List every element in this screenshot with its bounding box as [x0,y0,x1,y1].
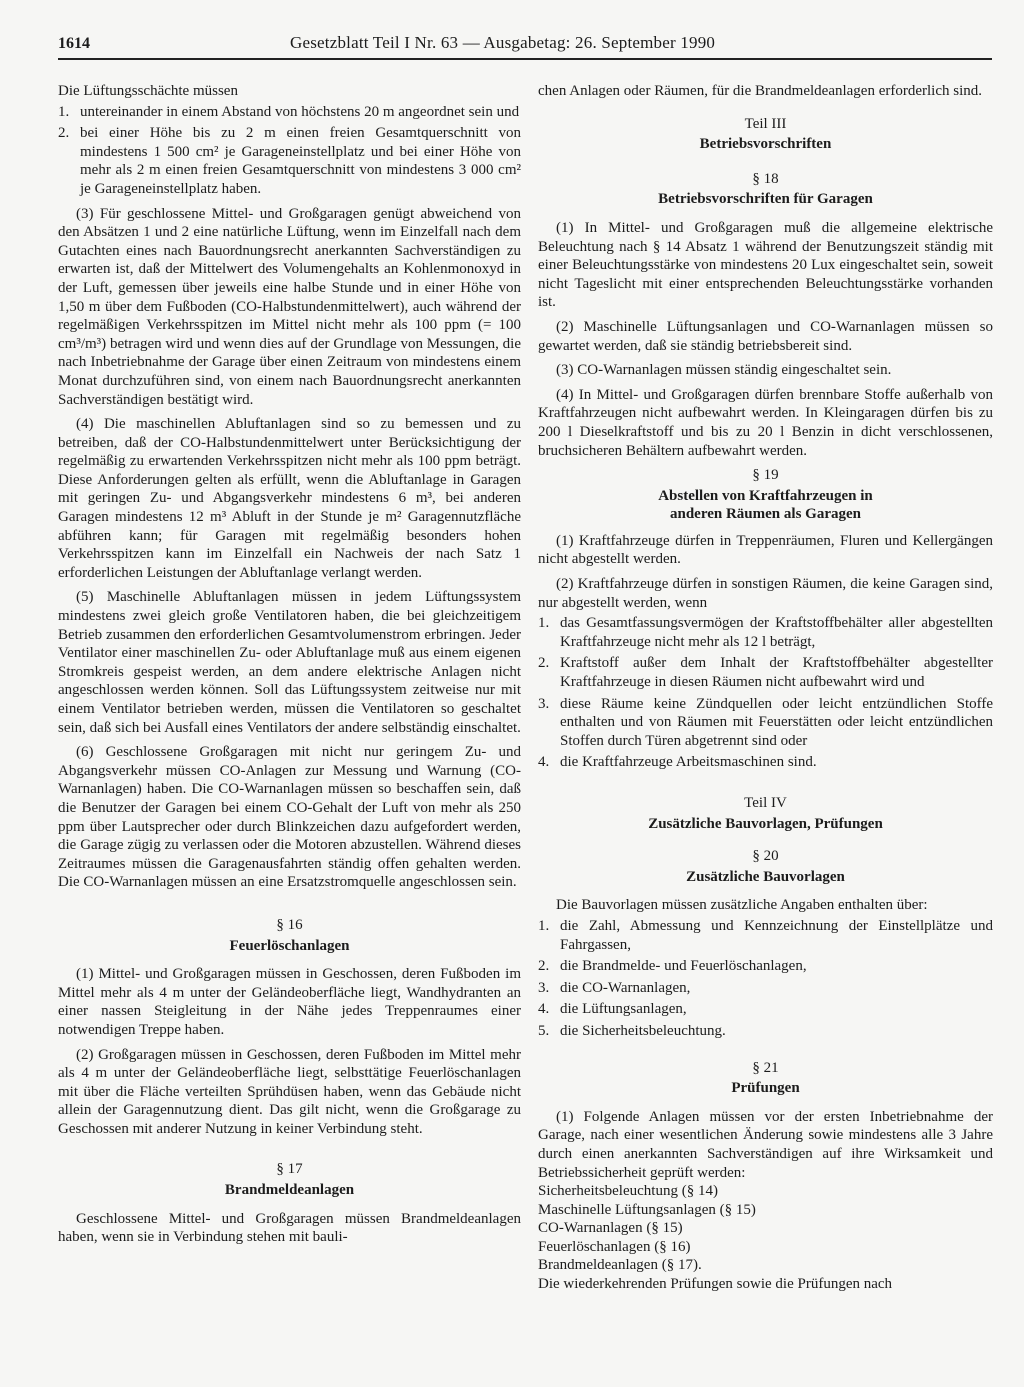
list-item [538,917,993,954]
list-text: bei einer Höhe bis zu 2 m einen freien Gesamtquerschnitt von mindestens 1 500 cm² je Garageneinstellplatz und bei einer Höhe von mehr als 2 m einen freien Gesamtquerschnitt von mindestens 3 000 cm² je Garageneinstellplatz haben. [80,125,521,197]
part-number: Teil IV [744,795,787,811]
paragraph: (4) In Mittel- und Großgaragen dürfen brennbare Stoffe außerhalb von Kraftfahrzeugen nicht aufbewahrt werden. In Kleingaragen dürfen bis zu 200 l Dieselkraftstoff und bis zu 20 l Benzin in dicht verschlossenen, bruchsicheren Behältern aufbewahrt werden. [538,386,993,459]
paragraph: Die Lüftungsschächte müssen [58,83,238,99]
section-title: Brandmeldeanlagen [224,1182,355,1199]
paragraph: Geschlossene Mittel- und Großgaragen müssen Brandmeldeanlagen haben, wenn sie in Verbindung stehen mit bauli- [58,1210,521,1246]
page-header [58,32,992,60]
list-item [538,753,993,772]
list-text: die Zahl, Abmessung und Kennzeichnung der Einstellplätze und Fahrgassen, [560,917,993,953]
list-number: 3. [538,979,550,996]
paragraph: (2) Kraftfahrzeuge dürfen in sonstigen Räumen, die keine Garagen sind, nur abgestellt werden, wenn [538,576,993,611]
section-number: § 20 [752,848,779,865]
part-number: Teil III [744,115,787,132]
numbered-list [538,614,993,772]
numbered-list [538,917,993,1041]
inspection-items [538,1182,993,1275]
paragraph: (6) Geschlossene Großgaragen mit nicht nur geringem Zu- und Abgangsverkehr müssen CO-Anlagen zur Messung und Warnung (CO-Warnanlagen) haben. Die CO-Warnanlagen müssen so beschaffen sein, daß die Benutzer der Garagen bei einem CO-Gehalt der Luft von mehr als 250 ppm über Lautsprecher oder durch Blinkzeichen dazu aufgefordert werden, die Garage zügig zu verlassen oder die Motoren abzustellen. Während dieses Zeitraumes müssen die Garagenausfahrten ständig offen gehalten werden. Die CO-Warnanlagen müssen an eine Ersatzstromquelle angeschlossen sein. [58,744,521,891]
paragraph: Die wiederkehrenden Prüfungen sowie die Prüfungen nach [538,1276,893,1293]
list-number: 3. [538,695,550,712]
list-item [538,1022,993,1041]
section-title [538,487,993,524]
paragraph: (1) Folgende Anlagen müssen vor der ersten Inbetriebnahme der Garage, nach einer wesentlichen Änderung sowie mindestens alle 3 Jahre durch einen anerkannten Sachverständigen auf ihre Wirksamkeit und Betriebssicherheit geprüft werden: [538,1108,993,1181]
list-item [538,979,993,998]
section-number: § 16 [276,916,303,933]
list-number: 4. [538,1001,550,1018]
list-text: die Kraftfahrzeuge Arbeitsmaschinen sind. [560,754,817,771]
list-number: 2. [538,655,550,672]
section-title: Prüfungen [731,1080,800,1097]
paragraph: (5) Maschinelle Abluftanlagen müssen in jedem Lüftungssystem mindestens zwei gleich große Ventilatoren haben, die bei gleichzeitigem Betrieb zusammen den erforderlichen Gesamtvolumenstrom erbringen. Jeder Ventilator einer maschinellen Zu- oder Abluftanlage muß aus einem eigenen Stromkreis gespeist werden, an dem andere elektrische Anlagen nicht angeschlossen werden können. Soll das Lüftungssystem zeitweise nur mit einem Ventilator betrieben werden, müssen die Ventilatoren so geschaltet sein, daß sich bei Ausfall eines Ventilators der andere selbständig einschaltet. [58,589,521,736]
list-number: 4. [538,754,550,771]
paragraph: (3) Für geschlossene Mittel- und Großgaragen genügt abweichend von den Absätzen 1 und 2 eine natürliche Lüftung, wenn im Einzelfall nach dem Gutachten eines nach Bauordnungsrecht anerkannten Sachverständigen zu erwarten ist, daß der Mittelwert des Volumengehalts an Kohlenmonoxyd in der Luft, gemessen über jeweils eine halbe Stunde und in einer Höhe von 1,50 m über dem Fußboden (CO-Halbstundenmittelwert), auch während der regelmäßigen Verkehrsspitzen im Mittel nicht mehr als 100 ppm (= 100 cm³/m³) betragen wird und wenn dies auf der Grundlage von Messungen, die nach Inbetriebnahme der Garage über einen Zeitraum von mindestens einem Monat durchzuführen sind, von einem nach Bauordnungsrecht anerkannten Sachverständigen bestätigt wird. [58,205,521,408]
section-title: Betriebsvorschriften für Garagen [658,191,873,208]
list-text: Kraftstoff außer dem Inhalt der Kraftstoffbehälter abgestellter Kraftfahrzeuge in diesen Räumen nicht aufbewahrt wird und [560,655,993,691]
list-item [538,957,993,976]
section-title-line: anderen Räumen als Garagen [670,506,861,523]
part-title: Betriebsvorschriften [699,136,832,153]
list-item [538,1000,993,1019]
section-title: Feuerlöschanlagen [229,937,350,954]
part-title: Zusätzliche Bauvorlagen, Prüfungen [648,815,883,832]
list-text: die Brandmelde- und Feuerlöschanlagen, [560,958,807,975]
list-text: die Sicherheitsbeleuchtung. [560,1022,726,1039]
paragraph: (1) In Mittel- und Großgaragen muß die allgemeine elektrische Beleuchtung nach § 14 Absatz 1 während der Benutzungszeit ständig mit einer Beleuchtungsstärke von mindestens 20 Lux eingeschaltet sein, soweit nicht Tageslicht mit einer entsprechenden Beleuchtungsstärke vorhanden ist. [538,219,993,311]
section-title: Zusätzliche Bauvorlagen [686,868,845,885]
inspection-item: Feuerlöschanlagen (§ 16) [538,1238,691,1255]
list-text: diese Räume keine Zündquellen oder leicht entzündlichen Stoffe enthalten und von Räumen mit Feuerstätten oder leicht entzündlichen Stoffen durch Türen abgetrennt sind oder [560,695,993,749]
section-number: § 19 [752,467,779,484]
list-item [58,124,521,198]
left-column [58,82,521,1253]
list-text: die CO-Warnanlagen, [560,979,691,996]
list-text: untereinander in einem Abstand von höchstens 20 m angeordnet sein und [80,103,520,120]
list-number: 1. [58,103,70,120]
list-item [538,654,993,691]
section-title-line: Abstellen von Kraftfahrzeugen in [658,487,873,504]
list-text: die Lüftungsanlagen, [560,1001,687,1018]
paragraph: (2) Großgaragen müssen in Geschossen, deren Fußboden im Mittel mehr als 4 m unter der Geländeoberfläche liegt, selbsttätige Feuerlöschanlagen mit über die Fläche verteilten Sprühdüsen haben, wenn das Gebäude nicht allein der Garagennutzung dient. Das gilt nicht, wenn die Großgarage zu Geschossen mit anderer Nutzung in keiner Verbindung steht. [58,1046,521,1137]
list-number: 2. [538,958,550,975]
list-number: 1. [538,917,550,934]
list-text: das Gesamtfassungsvermögen der Kraftstoffbehälter aller abgestellten Kraftfahrzeuge nicht mehr als 12 l beträgt, [560,615,993,650]
paragraph: chen Anlagen oder Räumen, für die Brandmeldeanlagen erforderlich sind. [538,83,983,99]
list-number: 2. [58,125,70,142]
list-item [538,614,993,651]
list-number: 1. [538,615,550,632]
inspection-item: Maschinelle Lüftungsanlagen (§ 15) [538,1201,756,1218]
right-column [538,82,993,1300]
section-number: § 17 [276,1161,303,1178]
inspection-item: Brandmeldeanlagen (§ 17). [538,1257,702,1274]
page-number: 1614 [58,35,90,52]
paragraph: (4) Die maschinellen Abluftanlagen sind so zu bemessen und zu betreiben, daß der CO-Halbstundenmittelwert unter Berücksichtigung der regelmäßig zu erwartenden Verkehrsspitzen nicht mehr als 100 ppm beträgt. Diese Anforderungen gelten als erfüllt, wenn die Abluftanlage in Garagen mit geringen Zu- und Abgangsverkehr mindestens 6 m³, bei anderen Garagen mindestens 12 m³ Abluft in der Stunde je m² Garagennutzfläche abführen kann; für Garagen mit regelmäßig besonders hohen Verkehrsspitzen kann im Einzelfall ein Nachweis der nach Satz 1 erforderlichen Leistungen der Abluftanlage verlangt werden. [58,416,521,581]
paragraph: Die Bauvorlagen müssen zusätzliche Angaben enthalten über: [556,897,928,914]
paragraph: (3) CO-Warnanlagen müssen ständig eingeschaltet sein. [556,362,892,379]
list-number: 5. [538,1022,550,1039]
numbered-list [58,103,521,199]
section-number: § 21 [752,1059,779,1076]
paragraph: (1) Mittel- und Großgaragen müssen in Geschossen, deren Fußboden im Mittel mehr als 4 m unter der Geländeoberfläche liegt, Wandhydranten an einer nassen Steigleitung in der Nähe jedes Treppenraumes einer notwendigen Treppe haben. [58,966,521,1038]
paragraph: (1) Kraftfahrzeuge dürfen in Treppenräumen, Fluren und Kellergängen nicht abgestellt werden. [538,532,993,568]
header-title: Gesetzblatt Teil I Nr. 63 — Ausgabetag: 26. September 1990 [290,33,716,52]
list-item [538,695,993,751]
paragraph: (2) Maschinelle Lüftungsanlagen und CO-Warnanlagen müssen so gewartet werden, daß sie ständig betriebsbereit sind. [538,318,993,354]
section-number: § 18 [752,170,779,187]
list-item [58,103,521,122]
inspection-item: Sicherheitsbeleuchtung (§ 14) [538,1183,718,1200]
inspection-item: CO-Warnanlagen (§ 15) [538,1220,683,1237]
